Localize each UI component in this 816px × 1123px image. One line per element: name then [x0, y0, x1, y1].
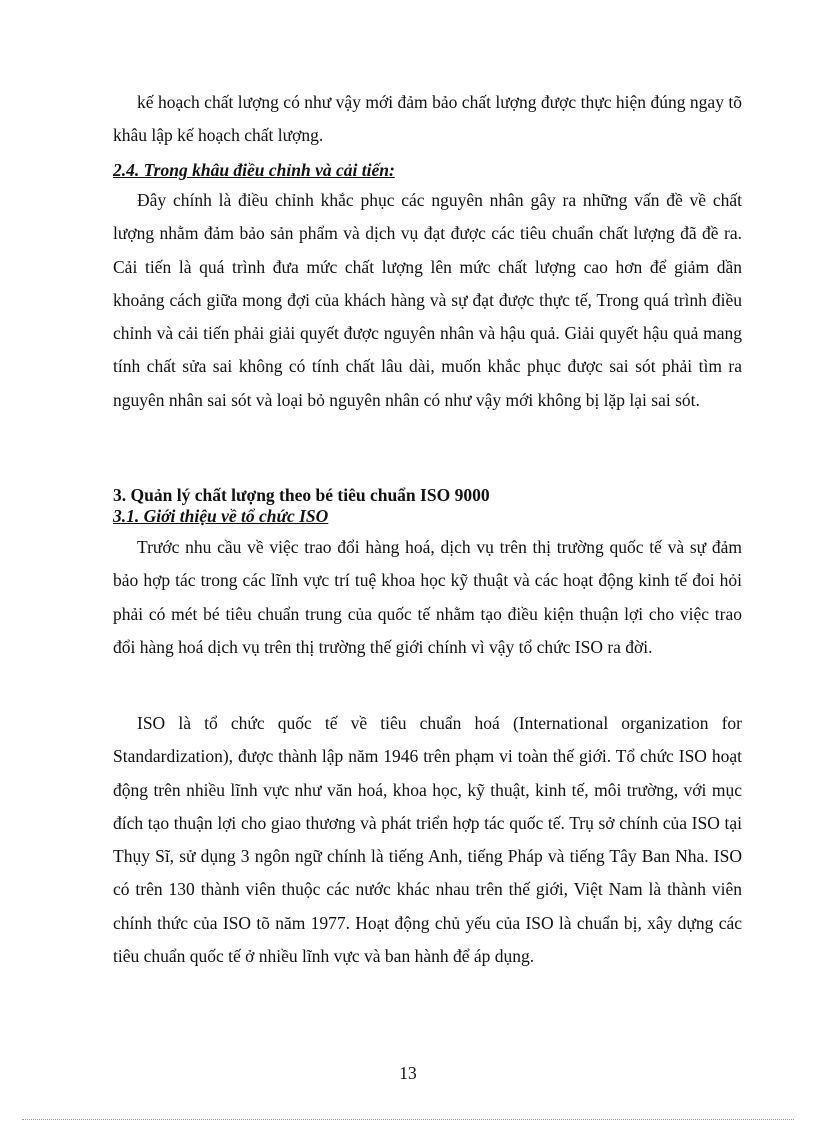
- page-number: 13: [399, 1063, 417, 1083]
- section-3-1-paragraph-2: ISO là tổ chức quốc tế về tiêu chuẩn hoá (International organization for Standardization), được thành lập năm 1946 trên phạm vi toàn thế giới. Tổ chức ISO hoạt động trên nhiều lĩnh vực như văn hoá, khoa học, kỹ thuật, kinh tế, môi trường, với mục đích tạo thuận lợi cho giao thương và phát triển hợp tác quốc tế. Trụ sở chính của ISO tại Thụy Sĩ, sử dụng 3 ngôn ngữ chính là tiếng Anh, tiếng Pháp và tiếng Tây Ban Nha. ISO có trên 130 thành viên thuộc các nước khác nhau trên thế giới, Việt Nam là thành viên chính thức của ISO tõ năm 1977. Hoạt động chủ yếu của ISO là chuẩn bị, xây dựng các tiêu chuẩn quốc tế ở nhiều lĩnh vực và ban hành để áp dụng.: [113, 713, 742, 967]
- section-2-4-paragraph: Đây chính là điều chỉnh khắc phục các nguyên nhân gây ra những vấn đề về chất lượng nhằm đảm bảo sản phẩm và dịch vụ đạt được các tiêu chuẩn chất lượng đã đề ra. Cải tiến là quá trình đưa mức chất lượng lên mức chất lượng cao hơn để giảm dần khoảng cách giữa mong đợi của khách hàng và sự đạt được thực tế, Trong quá trình điều chỉnh và cải tiến phải giải quyết được nguyên nhân và hậu quả. Giải quyết hậu quả mang tính chất sửa sai không có tính chất lâu dài, muốn khắc phục được sai sót phải tìm ra nguyên nhân sai sót và loại bỏ nguyên nhân có như vậy mới không bị lặp lại sai sót.: [113, 190, 742, 410]
- intro-paragraph: kế hoạch chất lượng có như vậy mới đảm bảo chất lượng được thực hiện đúng ngay tõ khâu lập kế hoạch chất lượng.: [113, 92, 742, 146]
- footer-dotted-rule: [22, 1119, 794, 1120]
- section-3-1-paragraph-1: Trước nhu cầu về việc trao đổi hàng hoá, dịch vụ trên thị trường quốc tế và sự đảm bảo hợp tác trong các lĩnh vực trí tuệ khoa học kỹ thuật và các hoạt động kinh tế đoi hỏi phải có mét bé tiêu chuẩn trung của quốc tế nhằm tạo điều kiện thuận lợi cho việc trao đổi hàng hoá dịch vụ trên thị trường thế giới chính vì vậy tổ chức ISO ra đời.: [113, 537, 742, 657]
- section-3-1-heading: 3.1. Giới thiệu về tổ chức ISO: [113, 506, 329, 526]
- section-3-heading: 3. Quản lý chất lượng theo bé tiêu chuẩn ISO 9000: [113, 485, 490, 505]
- section-2-4-heading: 2.4. Trong khâu điều chỉnh và cải tiến:: [113, 160, 395, 180]
